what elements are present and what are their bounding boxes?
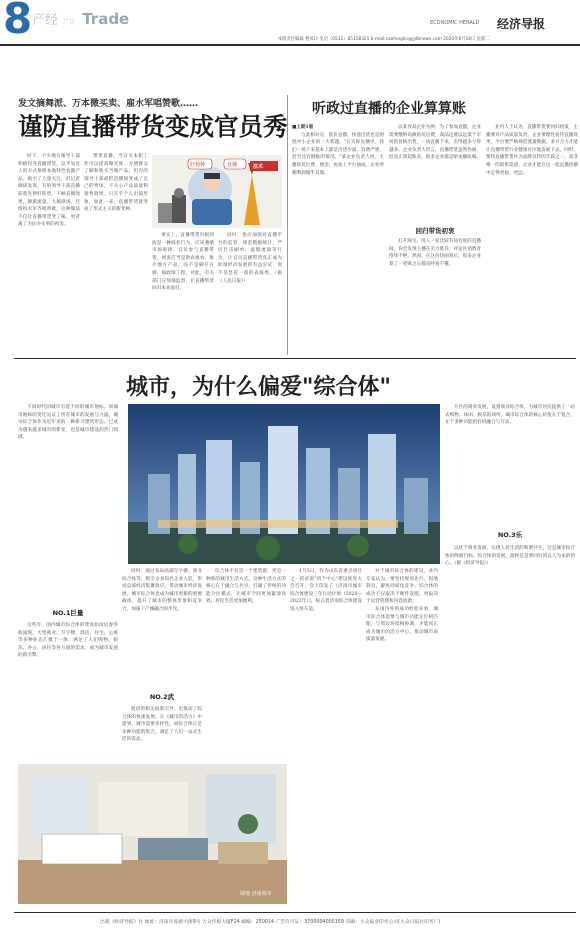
article3-column-5: 对于城市综合体的建设，业内专家认为，要坚持规划先行，因地制宜，避免同质化竞争。综合体的成功不仅取决于硬件设施，更取决于运营管理和内容创新。 从国内外的成功经验来看，城市综合体需要与城市功能定位相匹配，与周边环境相协调，才能真正成为城市的活力中心，推动城市高质量发展。 [366,569,438,643]
article3-column-2b: 政府的相关政策引导，也推动了综合体的快速发展。在《城市的活力》中提到，城市需要多样性，而综合体正是多种功能的集合，满足了人们一站式生活的需求。 [122,707,202,743]
article2-column-1: ■上期1版 与此相对应，低价直播、快递出货也是困扰中小企业的一大难题。"在实际直播中，我们一场下来基本上都是出货少量、浪费严重，甚至还有倒贴的情况。"某企业负责人说，主播的坑位费、佣金，再加上平台抽成，企业所剩利润微乎其微。 [292,125,384,176]
article3-interior-photo [18,764,287,904]
article2-author: ■上期1版 [292,125,314,130]
article2-column-2: 以某食品企业为例，为了参加直播，企业需要缴纳高额的坑位费，商品还要以远低于市场的价格出售，一场直播下来，卖得越多亏得越多。企业负责人坦言，直播带货虽然热闹，但真正算起账来，很多企业都是赔本赚吆喝。 [389,125,481,161]
section-name [32,9,129,28]
editor-line: 本版责任编辑 曹风玲 电话（0531）85158321 E-mail:caofenglin@jjdbnews.com 2020年8月18日 星期二 [278,37,490,42]
article3-subhead-1: NO.1巨量 [52,609,84,617]
article3-subhead-3: NO.3乐 [497,531,523,539]
article3-column-2: 同时，通过布局高端写字楼、商业综合体等，吸引众多知名企业入驻，形成总部经济集聚效应，带动城市经济发展。城市综合体也成为城市更新的重要载体，提升了城市的整体形象和竞争力，加速了产城融合的步伐。 [122,569,202,612]
article3-column-3: 综合体不仅是一个建筑群，更是一种新的城市生活方式。这种生活方式的核心在于融合与共享，打破了传统的功能分区模式，让城市空间更加紧凑高效，居民生活更加便利。 [206,569,286,605]
article1-column-2: 带货直播，当官员本职工作可以提高曝光度，方便群众了解和购买当地产品。但有的领导干部却把直播间变成了自己的秀场，不关心产品质量和销售效果，只在乎个人出镜形象，如此一来，直播带货就变成了形式主义的新变种。 [84,154,148,213]
article3-column-1: 不同时代的城市有着不同的城市地标。而城市地标的变迁见证了所在城市的发展与兴盛。城市综合体作为近年来的一种新兴建筑形态，已成为越来越多城市的新宠，也是城市建设的热门领域。 [18,405,118,441]
footer-rule [14,912,576,913]
article2-title: 听政过直播的企业算算账 [312,101,466,117]
masthead-rule [0,44,580,46]
article3-title: 城市，为什么偏爱"综合体" [126,374,391,400]
article1-title: 谨防直播带货变成官员秀 [18,112,288,141]
article3-column-4: 1月5日，作为山东省重点项目之一的济南"四个中心"建设推进大会召开，会上印发了《济南市城市综合体建设三年行动计划（2020—2022年）》，标志着济南综合体建设进入快车道。 [290,569,362,612]
interior-photo-caption: 绿地·济南城市 [240,891,272,897]
illustration-label-2: 法术 [253,164,264,170]
article2-column-2b: 打开淘宝、进入一家比较有知名度的直播间，你会发现主播在卖力推荐，评论区消费者络绎不绝。然而，在这份热闹背后，很多企业算了一笔账之后都直呼看不懂。 [389,239,481,267]
mid-rule [14,358,576,359]
section-en: Trade [82,10,130,28]
article1-kicker: 发文摘舞派、万本微买卖、雇水军唱赞歌…… [18,99,199,109]
article3-column-6b: 以优于商业发展、实现人居生活的和谐共生，这是城市综合体的终极目标。综合体的发展，最终还是要回归到以人为本的初心。（据《经济导报》） [445,546,575,567]
article1-column-1: 时下，不少地方领导干部积极投身直播带货，以平易近人的方式推销本地特色农副产品，吸引了大量关注。但记者调研发现，有的领导干部直播前就先摆好阵势，不顾直播效果，舞派流量、大搞排场，还组织水军齐唱赞歌，这种做法不仅让直播带货变了味，更背离了为民办实事的初衷。 [18,154,80,228]
article3-column-6: 片区的商业发展，设置商业综合体，为城市居民提供了一站式购物、休闲、娱乐的场所。城市综合体的核心价值在于复合，在于多种功能的有机融合与互动。 [445,405,575,426]
article-divider [287,95,288,355]
footer-text: 出版《经济导报》社 地址：济南市泺源大街9号 大众传媒大厦F24 邮编：250014 广告许可证：3700004000159 印刷：大众报业印务公司(大众日报社印务厂) [100,920,441,925]
article1-illustration [152,155,282,228]
illustration-label-1: 好柿种 [190,162,206,168]
paper-name: 经济导报 [497,17,546,31]
article3-column-1b: 这些年，国内城市综合体的建设如雨后春笋般涌现，大型商业、写字楼、酒店、住宅、公寓等多种业态汇聚于一体，满足了人们购物、娱乐、办公、居住等各方面的需求，成为城市发展的新引擎。 [18,623,118,659]
article1-column-4: 同时，也应加强对直播平台的监管，规范数据统计，严厉打击刷单、虚假流量等行为，让官员直播带货真正成为助推经济发展的有益尝试，而不是昙花一现的表演秀。（据《人民日报》） [218,233,282,284]
section-small: 广告 [63,19,76,26]
page-number: 8 [3,0,33,43]
article3-photo [128,404,440,564]
section-cn: 产经 [32,13,59,28]
article2-subheading: 回归带货初衷 [415,227,455,235]
paper-name-en: ECONOMIC HERALD [430,20,480,26]
article2-column-3: 业内人士认为，直播带货要回归初衷，主播要对产品质量负责，企业要理性看待直播效果，平台要严格规范流量数据，多方合力才能让直播带货行业健康有序地发展下去。同时，要将直播带货作为品牌宣传的手段之一，而非唯一的销售渠道，企业才能在这一轮直播热潮中走得更稳、更远。 [486,125,578,176]
article3-subhead-2: NO.2武 [149,693,175,701]
illustration-label-3: 直播 [227,162,238,168]
article1-column-3: 事实上，直播带货归根到底是一种商业行为，应该遵循市场规律。官员参与直播带货，初衷应当是助农惠农、推介地方产品，而不是刷存在感、搞政绩工程。对此，有关部门应加强监督，让直播带货回归本来面目。 [152,233,214,292]
